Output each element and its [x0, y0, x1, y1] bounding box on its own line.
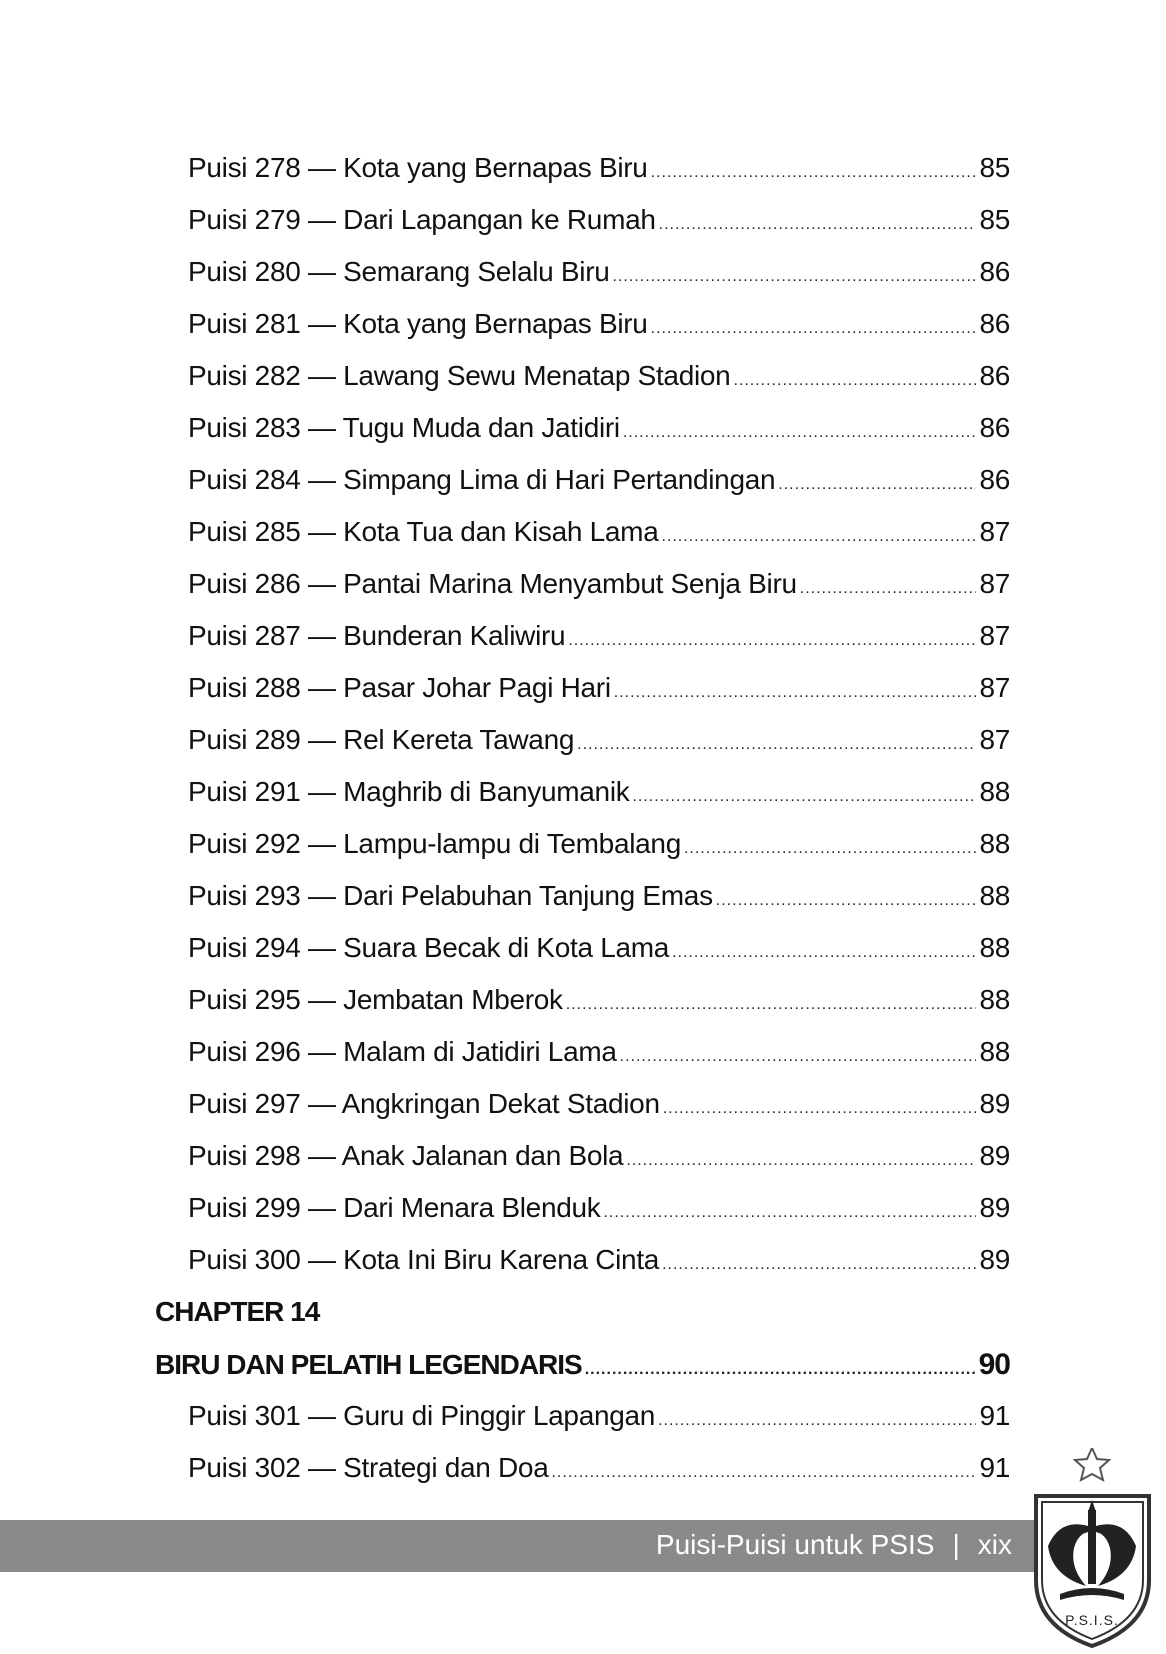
toc-entry[interactable] — [155, 776, 1010, 828]
toc-entry[interactable] — [155, 464, 1010, 516]
toc-entry-title: Puisi 283 — Tugu Muda dan Jatidiri — [188, 412, 620, 443]
toc-entry-title: Puisi 291 — Maghrib di Banyumanik — [188, 776, 630, 807]
toc-entry-title: Puisi 296 — Malam di Jatidiri Lama — [188, 1036, 617, 1067]
toc-entry[interactable] — [155, 1452, 1010, 1504]
toc-entry-title: Puisi 299 — Dari Menara Blenduk — [188, 1192, 601, 1223]
toc-entry-title: Puisi 293 — Dari Pelabuhan Tanjung Emas — [188, 880, 713, 911]
toc-entry-page: 87 — [979, 516, 1010, 547]
toc-entry-title: Puisi 295 — Jembatan Mberok — [188, 984, 563, 1015]
toc-entry-title: Puisi 288 — Pasar Johar Pagi Hari — [188, 672, 611, 703]
toc-entry-title: Puisi 282 — Lawang Sewu Menatap Stadion — [188, 360, 731, 391]
toc-entry-title: Puisi 285 — Kota Tua dan Kisah Lama — [188, 516, 659, 547]
dot-leader — [632, 788, 976, 806]
dot-leader — [613, 268, 977, 286]
toc-entry-page: 89 — [979, 1088, 1010, 1119]
toc-entry-title: Puisi 284 — Simpang Lima di Hari Pertandingan — [188, 464, 776, 495]
toc-entry-page: 86 — [979, 308, 1010, 339]
toc-entry-page: 88 — [979, 828, 1010, 859]
toc-entry[interactable] — [155, 932, 1010, 984]
toc-entry-page: 87 — [979, 672, 1010, 703]
dot-leader — [603, 1204, 976, 1222]
dot-leader — [658, 1412, 976, 1430]
toc-entry-page: 88 — [979, 1036, 1010, 1067]
toc-entry[interactable] — [155, 360, 1010, 412]
footer-page-number: xix — [977, 1529, 1012, 1560]
toc-entry-page: 87 — [979, 724, 1010, 755]
toc-entry-page: 88 — [979, 984, 1010, 1015]
toc-entries-group — [155, 152, 1010, 1296]
toc-entry[interactable] — [155, 1088, 1010, 1140]
dot-leader — [614, 684, 977, 702]
table-of-contents — [155, 152, 1010, 1504]
chapter-page-number: 90 — [978, 1348, 1010, 1381]
dot-leader — [733, 372, 976, 390]
dot-leader — [577, 736, 976, 754]
toc-entry-page: 89 — [979, 1140, 1010, 1171]
dot-leader — [778, 476, 976, 494]
chapter-label-text: CHAPTER 14 — [155, 1296, 320, 1327]
dot-leader — [620, 1048, 977, 1066]
psis-crest-icon — [1030, 1448, 1155, 1648]
toc-entry-title: Puisi 298 — Anak Jalanan dan Bola — [188, 1140, 624, 1171]
dot-leader — [659, 216, 977, 234]
dot-leader — [661, 528, 976, 546]
toc-entry-title: Puisi 286 — Pantai Marina Menyambut Senja Biru — [188, 568, 797, 599]
dot-leader — [800, 580, 977, 598]
toc-entry[interactable] — [155, 984, 1010, 1036]
toc-entry-page: 86 — [979, 464, 1010, 495]
toc-entry[interactable] — [155, 828, 1010, 880]
toc-entry[interactable] — [155, 1036, 1010, 1088]
toc-entry-page: 88 — [979, 880, 1010, 911]
toc-entry-page: 91 — [979, 1400, 1010, 1431]
toc-entry-page: 89 — [979, 1192, 1010, 1223]
dot-leader — [623, 424, 977, 442]
toc-entry[interactable] — [155, 1244, 1010, 1296]
toc-entry-title: Puisi 292 — Lampu-lampu di Tembalang — [188, 828, 681, 859]
toc-entry[interactable] — [155, 308, 1010, 360]
dot-leader — [684, 840, 976, 858]
toc-entry-title: Puisi 300 — Kota Ini Biru Karena Cinta — [188, 1244, 660, 1275]
dot-leader — [663, 1100, 977, 1118]
dot-leader — [651, 320, 977, 338]
footer-book-title: Puisi-Puisi untuk PSIS — [655, 1529, 935, 1560]
crest-text: P.S.I.S. — [1065, 1612, 1119, 1628]
toc-entry-title: Puisi 278 — Kota yang Bernapas Biru — [188, 152, 648, 183]
toc-entry-title: Puisi 297 — Angkringan Dekat Stadion — [188, 1088, 660, 1119]
toc-entry[interactable] — [155, 880, 1010, 932]
toc-entry-page: 88 — [979, 932, 1010, 963]
toc-entry[interactable] — [155, 152, 1010, 204]
toc-entry[interactable] — [155, 620, 1010, 672]
toc-entry[interactable] — [155, 568, 1010, 620]
toc-entry-page: 91 — [979, 1452, 1010, 1483]
toc-entry[interactable] — [155, 724, 1010, 776]
dot-leader — [585, 1361, 976, 1379]
toc-entry[interactable] — [155, 672, 1010, 724]
dot-leader — [566, 996, 977, 1014]
toc-entry[interactable] — [155, 1140, 1010, 1192]
footer-separator: | — [952, 1529, 960, 1560]
toc-entry-title: Puisi 289 — Rel Kereta Tawang — [188, 724, 575, 755]
toc-entry-title: Puisi 279 — Dari Lapangan ke Rumah — [188, 204, 656, 235]
dot-leader — [672, 944, 976, 962]
dot-leader — [626, 1152, 976, 1170]
toc-entry-title: Puisi 287 — Bunderan Kaliwiru — [188, 620, 566, 651]
toc-entry[interactable] — [155, 1400, 1010, 1452]
toc-entry-page: 85 — [979, 204, 1010, 235]
toc-entry-title: Puisi 281 — Kota yang Bernapas Biru — [188, 308, 648, 339]
toc-entry-page: 86 — [979, 256, 1010, 287]
toc-entry[interactable] — [155, 256, 1010, 308]
dot-leader — [651, 164, 977, 182]
footer-band — [0, 1520, 1040, 1572]
toc-entry-title: Puisi 301 — Guru di Pinggir Lapangan — [188, 1400, 656, 1431]
running-footer — [656, 1529, 1012, 1561]
toc-entry-page: 85 — [979, 152, 1010, 183]
toc-entry-title: Puisi 302 — Strategi dan Doa — [188, 1452, 549, 1483]
toc-entry[interactable] — [155, 412, 1010, 464]
toc-entry-page: 86 — [979, 360, 1010, 391]
toc-entry-page: 86 — [979, 412, 1010, 443]
toc-entry-page: 87 — [979, 568, 1010, 599]
toc-entries-group — [155, 1400, 1010, 1504]
toc-entry-title: Puisi 280 — Semarang Selalu Biru — [188, 256, 610, 287]
toc-chapter-row[interactable] — [155, 1348, 1010, 1400]
toc-entry-page: 89 — [979, 1244, 1010, 1275]
toc-entry-page: 87 — [979, 620, 1010, 651]
toc-entry-page: 88 — [979, 776, 1010, 807]
dot-leader — [662, 1256, 976, 1274]
toc-entry[interactable] — [155, 1192, 1010, 1244]
dot-leader — [716, 892, 977, 910]
dot-leader — [551, 1464, 976, 1482]
chapter-title: BIRU DAN PELATIH LEGENDARIS — [155, 1349, 582, 1380]
dot-leader — [568, 632, 976, 650]
toc-entry-title: Puisi 294 — Suara Becak di Kota Lama — [188, 932, 670, 963]
toc-entry[interactable] — [155, 516, 1010, 568]
toc-entry[interactable] — [155, 204, 1010, 256]
star-icon — [1075, 1448, 1109, 1480]
chapter-label — [155, 1296, 1010, 1348]
